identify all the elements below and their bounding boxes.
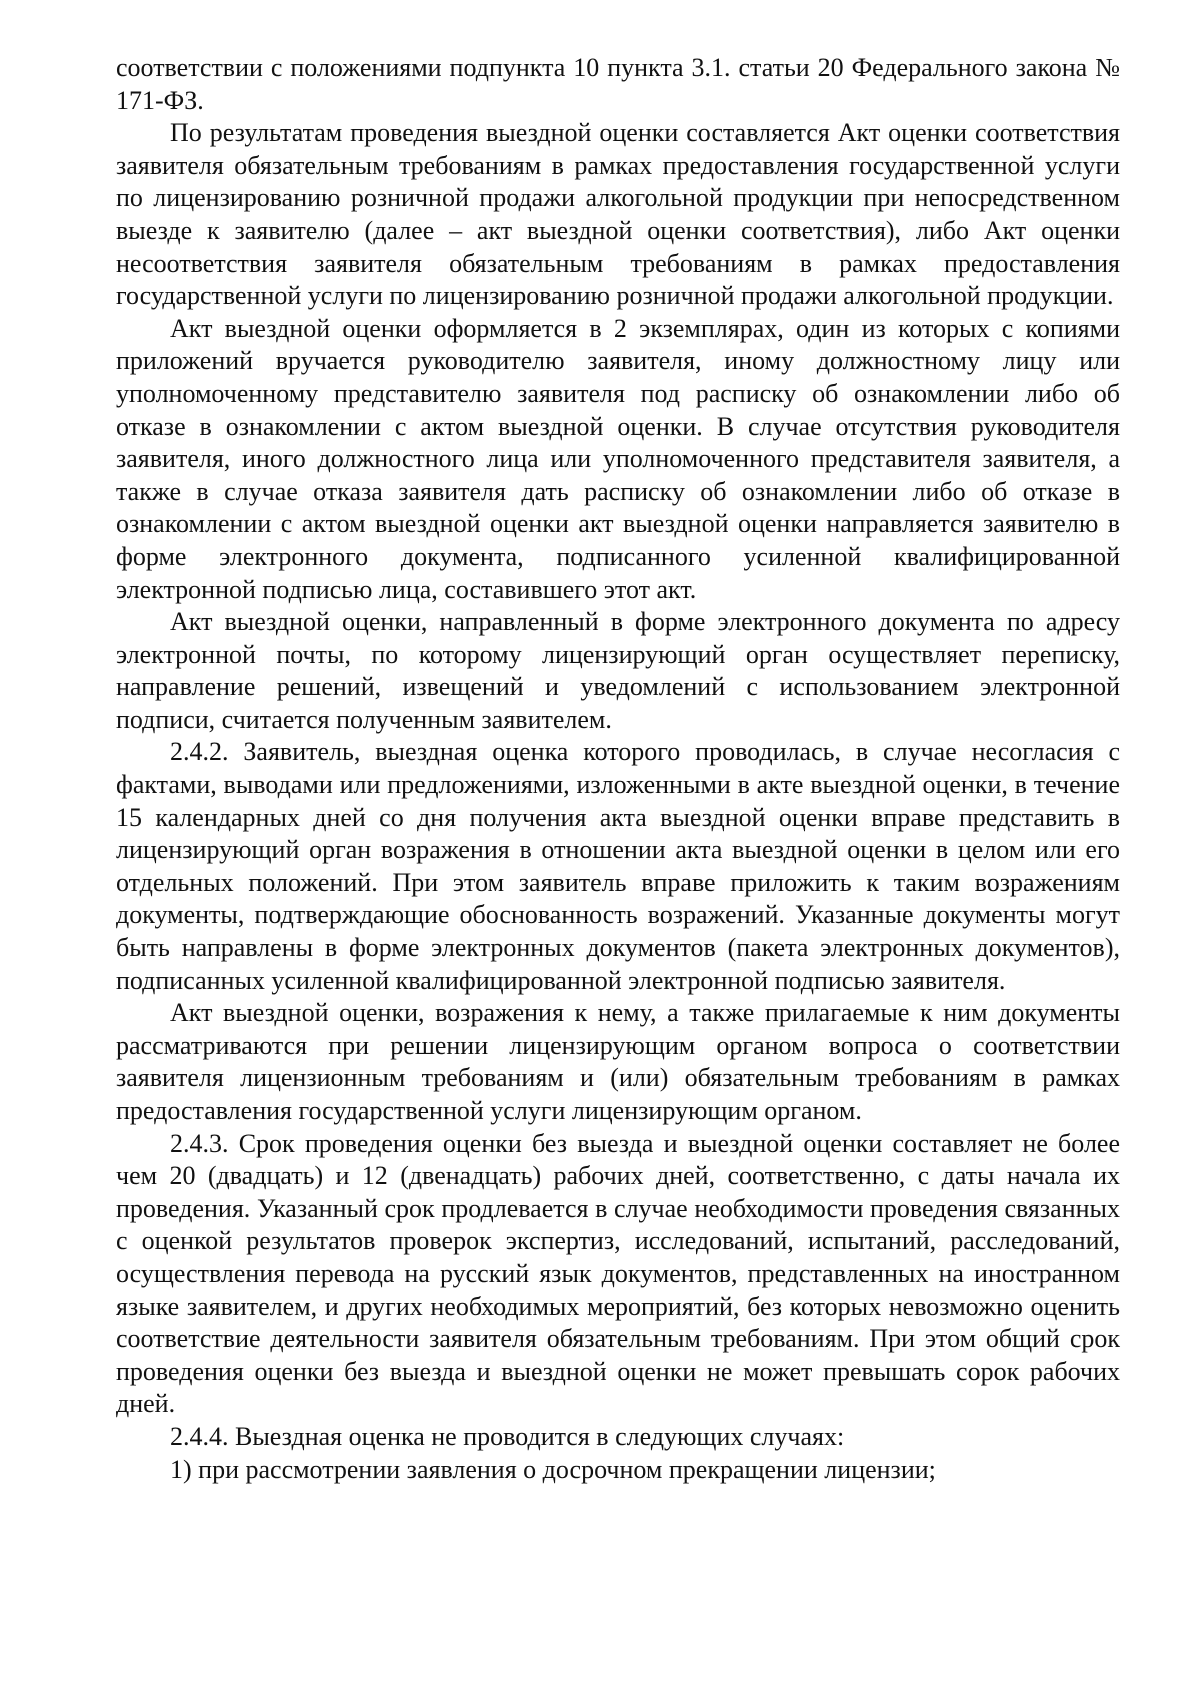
paragraph-electronic-delivery: Акт выездной оценки, направленный в форме электронного документа по адресу электронной почты, по которому лицензирующий орган осуществляет переписку, направление решений, извещений и уведомлений с использованием электронной подписи, считается полученным заявителем. [116,607,1120,734]
document-page [116,52,1120,1486]
paragraph-act-copies: Акт выездной оценки оформляется в 2 экземплярах, один из которых с копиями приложений вручается руководителю заявителя, иному должностному лицу или уполномоченному представителю заявителя под расписку об ознакомлении либо об отказе в ознакомлении с актом выездной оценки. В случае отсутствия руководителя заявителя, иного должностного лица или уполномоченного представителя заявителя, а также в случае отказа заявителя дать расписку об ознакомлении либо об отказе в ознакомлении с актом выездной оценки акт выездной оценки направляется заявителю в форме электронного документа, подписанного усиленной квалифицированной электронной подписью лица, составившего этот акт. [116,313,1120,604]
paragraph-site-assessment-act: По результатам проведения выездной оценки составляется Акт оценки соответствия заявителя обязательным требованиям в рамках предоставления государственной услуги по лицензированию розничной продажи алкогольной продукции при непосредственном выезде к заявителю (далее – акт выездной оценки соответствия), либо Акт оценки несоответствия заявителя обязательным требованиям в рамках предоставления государственной услуги по лицензированию розничной продажи алкогольной продукции. [116,118,1120,311]
paragraph-2-4-3: 2.4.3. Срок проведения оценки без выезда и выездной оценки составляет не более чем 20 (двадцать) и 12 (двенадцать) рабочих дней, соответственно, с даты начала их проведения. Указанный срок продлевается в случае необходимости проведения связанных с оценкой результатов проверок экспертиз, исследований, испытаний, расследований, осуществления перевода на русский язык документов, представленных на иностранном языке заявителем, и других необходимых мероприятий, без которых невозможно оценить соответствие деятельности заявителя обязательным требованиям. При этом общий срок проведения оценки без выезда и выездной оценки не может превышать сорок рабочих дней. [116,1128,1120,1419]
paragraph-objections-review: Акт выездной оценки, возражения к нему, а также прилагаемые к ним документы рассматриваются при решении лицензирующим органом вопроса о соответствии заявителя лицензионным требованиям и (или) обязательным требованиям в рамках предоставления государственной услуги лицензирующим органом. [116,998,1120,1125]
paragraph-2-4-4: 2.4.4. Выездная оценка не проводится в следующих случаях: [170,1421,845,1451]
paragraph-2-4-2: 2.4.2. Заявитель, выездная оценка которого проводилась, в случае несогласия с фактами, выводами или предложениями, изложенными в акте выездной оценки, в течение 15 календарных дней со дня получения акта выездной оценки вправе представить в лицензирующий орган возражения в отношении акта выездной оценки в целом или его отдельных положений. При этом заявитель вправе приложить к таким возражениям документы, подтверждающие обоснованность возражений. Указанные документы могут быть направлены в форме электронных документов (пакета электронных документов), подписанных усиленной квалифицированной электронной подписью заявителя. [116,737,1120,995]
paragraph-continuation: соответствии с положениями подпункта 10 пункта 3.1. статьи 20 Федерального закона № 171-ФЗ. [116,53,1120,115]
list-item-1: 1) при рассмотрении заявления о досрочном прекращении лицензии; [170,1454,936,1484]
